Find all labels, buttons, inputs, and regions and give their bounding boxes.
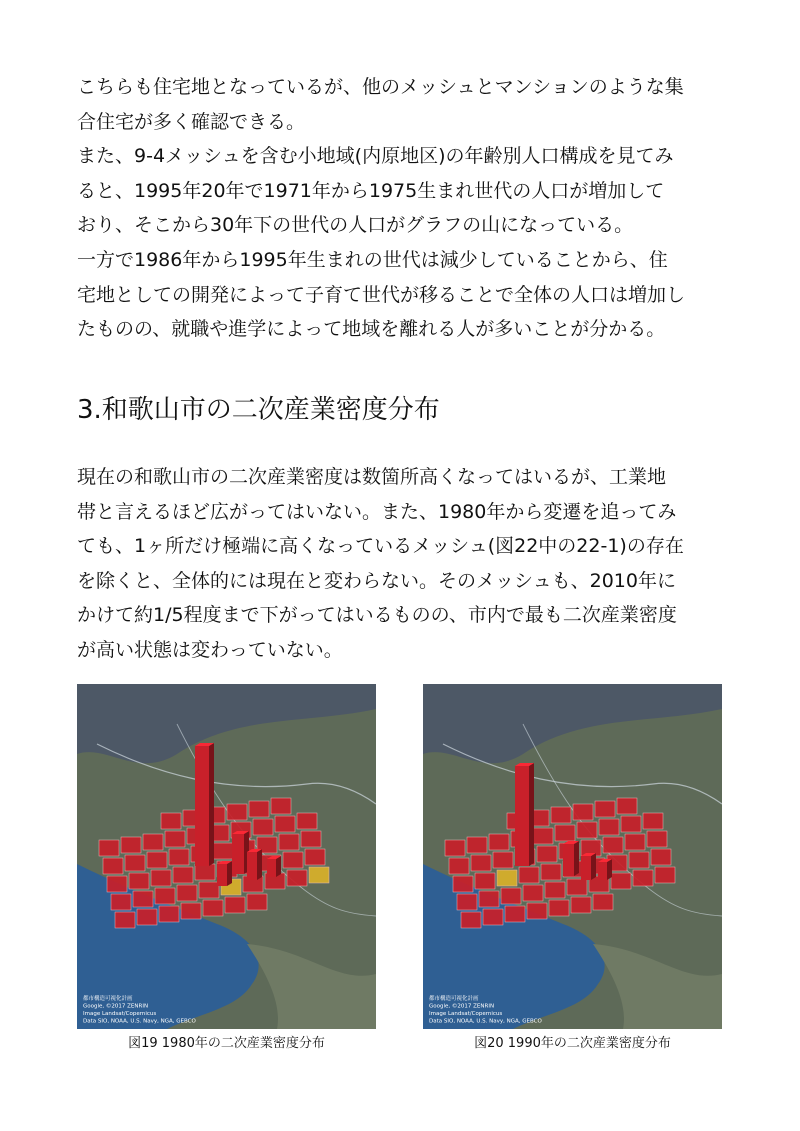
- mesh-tile: [519, 867, 539, 883]
- figure-19: [77, 684, 376, 1053]
- text-line: こちらも住宅地となっているが、他のメッシュとマンションのような集: [77, 76, 684, 98]
- mesh-tile: [573, 804, 593, 820]
- text-line: を除くと、全体的には現在と変わらない。そのメッシュも、2010年に: [77, 569, 676, 592]
- mesh-tile: [147, 852, 167, 868]
- mesh-tile: [107, 876, 127, 892]
- text-line: おり、そこから30年下の世代の人口がグラフの山になっている。: [77, 214, 634, 237]
- mesh-tile: [527, 903, 547, 919]
- text-line: ても、1ヶ所だけ極端に高くなっているメッシュ(図22中の22-1)の存在: [77, 535, 684, 558]
- mesh-tile: [249, 801, 269, 817]
- mesh-tile: [537, 846, 557, 862]
- text-line: かけて約1/5程度まで下がってはいるものの、市内で最も二次産業密度: [77, 604, 677, 627]
- mesh-tile: [449, 858, 469, 874]
- map-image-1980: [77, 684, 376, 1029]
- map-attribution: Data SIO, NOAA, U.S. Navy, NGA, GEBCO: [83, 1018, 196, 1025]
- density-bar: [581, 856, 591, 880]
- text-line: たものの、就職や進学によって地域を離れる人が多いことが分かる。: [77, 318, 666, 341]
- map-attribution: Data SIO, NOAA, U.S. Navy, NGA, GEBCO: [429, 1018, 542, 1025]
- mesh-tile: [203, 900, 223, 916]
- density-bar-side: [257, 849, 262, 880]
- mesh-tile: [595, 801, 615, 817]
- density-bar: [267, 859, 276, 877]
- mesh-tile: [199, 882, 219, 898]
- mesh-tile: [483, 909, 503, 925]
- text-line: 合住宅が多く確認できる。: [77, 110, 306, 133]
- map-attribution: Google, ©2017 ZENRIN: [83, 1003, 149, 1010]
- mesh-tile: [225, 897, 245, 913]
- mesh-tile: [125, 855, 145, 871]
- mesh-tile: [227, 804, 247, 820]
- mesh-tile: [169, 849, 189, 865]
- mesh-tile: [133, 891, 153, 907]
- mesh-tile: [115, 912, 135, 928]
- mesh-tile: [541, 864, 561, 880]
- density-bar-side: [574, 841, 579, 876]
- mesh-tile: [625, 834, 645, 850]
- mesh-tile: [253, 819, 273, 835]
- map-attribution: Google, ©2017 ZENRIN: [429, 1003, 495, 1010]
- text-line: また、9-4メッシュを含む小地域(内原地区)の年齢別人口構成を見てみ: [77, 145, 674, 168]
- density-bar: [515, 766, 529, 866]
- mesh-tile: [493, 852, 513, 868]
- mesh-tile: [177, 885, 197, 901]
- mesh-tile: [275, 816, 295, 832]
- mesh-tile: [271, 798, 291, 814]
- mesh-tile: [599, 819, 619, 835]
- mesh-tile: [283, 852, 303, 868]
- density-bar-side: [607, 859, 612, 880]
- text-line: 帯と言えるほど広がってはいない。また、1980年から変遷を追ってみ: [77, 500, 677, 523]
- map-image-1990: [423, 684, 722, 1029]
- density-bar: [232, 834, 244, 874]
- mesh-tile: [155, 888, 175, 904]
- mesh-tile: [533, 828, 553, 844]
- mesh-tile: [501, 888, 521, 904]
- mesh-tile: [173, 867, 193, 883]
- body-paragraph-2: [77, 460, 737, 668]
- mesh-tile: [545, 882, 565, 898]
- mesh-tile: [457, 894, 477, 910]
- mesh-tile: [159, 906, 179, 922]
- mesh-tile: [551, 807, 571, 823]
- mesh-tile: [523, 885, 543, 901]
- text-line: 一方で1986年から1995年生まれの世代は減少していることから、住: [77, 248, 668, 271]
- mesh-tile: [161, 813, 181, 829]
- mesh-tile: [505, 906, 525, 922]
- mesh-tile: [301, 831, 321, 847]
- mesh-tile: [475, 873, 495, 889]
- mesh-tile: [297, 813, 317, 829]
- section-heading: 3.和歌山市の二次産業密度分布: [77, 395, 440, 425]
- mesh-tile: [309, 867, 329, 883]
- density-bar: [247, 852, 257, 880]
- density-bar-side: [276, 856, 281, 877]
- mesh-tile: [151, 870, 171, 886]
- mesh-tile: [489, 834, 509, 850]
- mesh-tile: [287, 870, 307, 886]
- mesh-tile: [621, 816, 641, 832]
- mesh-tile: [655, 867, 675, 883]
- figure-caption: 図20 1990年の二次産業密度分布: [474, 1036, 671, 1051]
- text-line: ると、1995年20年で1971年から1975生まれ世代の人口が増加して: [77, 179, 665, 202]
- mesh-tile: [567, 879, 587, 895]
- mesh-tile: [165, 831, 185, 847]
- mesh-tile: [651, 849, 671, 865]
- mesh-tile: [479, 891, 499, 907]
- density-bar: [217, 864, 227, 886]
- mesh-tile: [603, 837, 623, 853]
- density-bar-side: [209, 743, 214, 866]
- map-attribution: Image Landsat/Copernicus: [83, 1011, 157, 1017]
- mesh-tile: [497, 870, 517, 886]
- mesh-tile: [213, 843, 233, 859]
- map-attribution: 都市構造可視化計画: [83, 996, 133, 1002]
- mesh-tile: [129, 873, 149, 889]
- mesh-tile: [617, 798, 637, 814]
- mesh-tile: [577, 822, 597, 838]
- mesh-tile: [195, 864, 215, 880]
- density-bar: [195, 746, 209, 866]
- figure-caption: 図19 1980年の二次産業密度分布: [128, 1036, 325, 1051]
- text-line: 宅地としての開発によって子育て世代が移ることで全体の人口は増加し: [77, 283, 686, 306]
- mesh-tile: [593, 894, 613, 910]
- mesh-tile: [121, 837, 141, 853]
- mesh-tile: [247, 894, 267, 910]
- mesh-tile: [611, 873, 631, 889]
- mesh-tile: [453, 876, 473, 892]
- mesh-tile: [103, 858, 123, 874]
- map-attribution: 都市構造可視化計画: [429, 996, 479, 1002]
- mesh-tile: [647, 831, 667, 847]
- mesh-tile: [461, 912, 481, 928]
- density-bar-side: [591, 853, 596, 880]
- mesh-tile: [137, 909, 157, 925]
- density-bar-side: [529, 763, 534, 866]
- mesh-tile: [279, 834, 299, 850]
- density-bar: [598, 862, 607, 880]
- map-attribution: Image Landsat/Copernicus: [429, 1011, 503, 1017]
- mesh-tile: [111, 894, 131, 910]
- mesh-tile: [471, 855, 491, 871]
- mesh-tile: [99, 840, 119, 856]
- density-bar: [563, 844, 574, 876]
- mesh-tile: [181, 903, 201, 919]
- text-line: 現在の和歌山市の二次産業密度は数箇所高くなってはいるが、工業地: [77, 466, 667, 488]
- density-bar-side: [227, 861, 232, 886]
- mesh-tile: [445, 840, 465, 856]
- figure-20: [423, 684, 722, 1053]
- mesh-tile: [571, 897, 591, 913]
- mesh-tile: [143, 834, 163, 850]
- mesh-tile: [629, 852, 649, 868]
- mesh-tile: [633, 870, 653, 886]
- mesh-tile: [467, 837, 487, 853]
- mesh-tile: [643, 813, 663, 829]
- text-line: が高い状態は変わっていない。: [77, 638, 343, 661]
- body-paragraph-1: [77, 70, 737, 347]
- mesh-tile: [305, 849, 325, 865]
- mesh-tile: [555, 825, 575, 841]
- mesh-tile: [549, 900, 569, 916]
